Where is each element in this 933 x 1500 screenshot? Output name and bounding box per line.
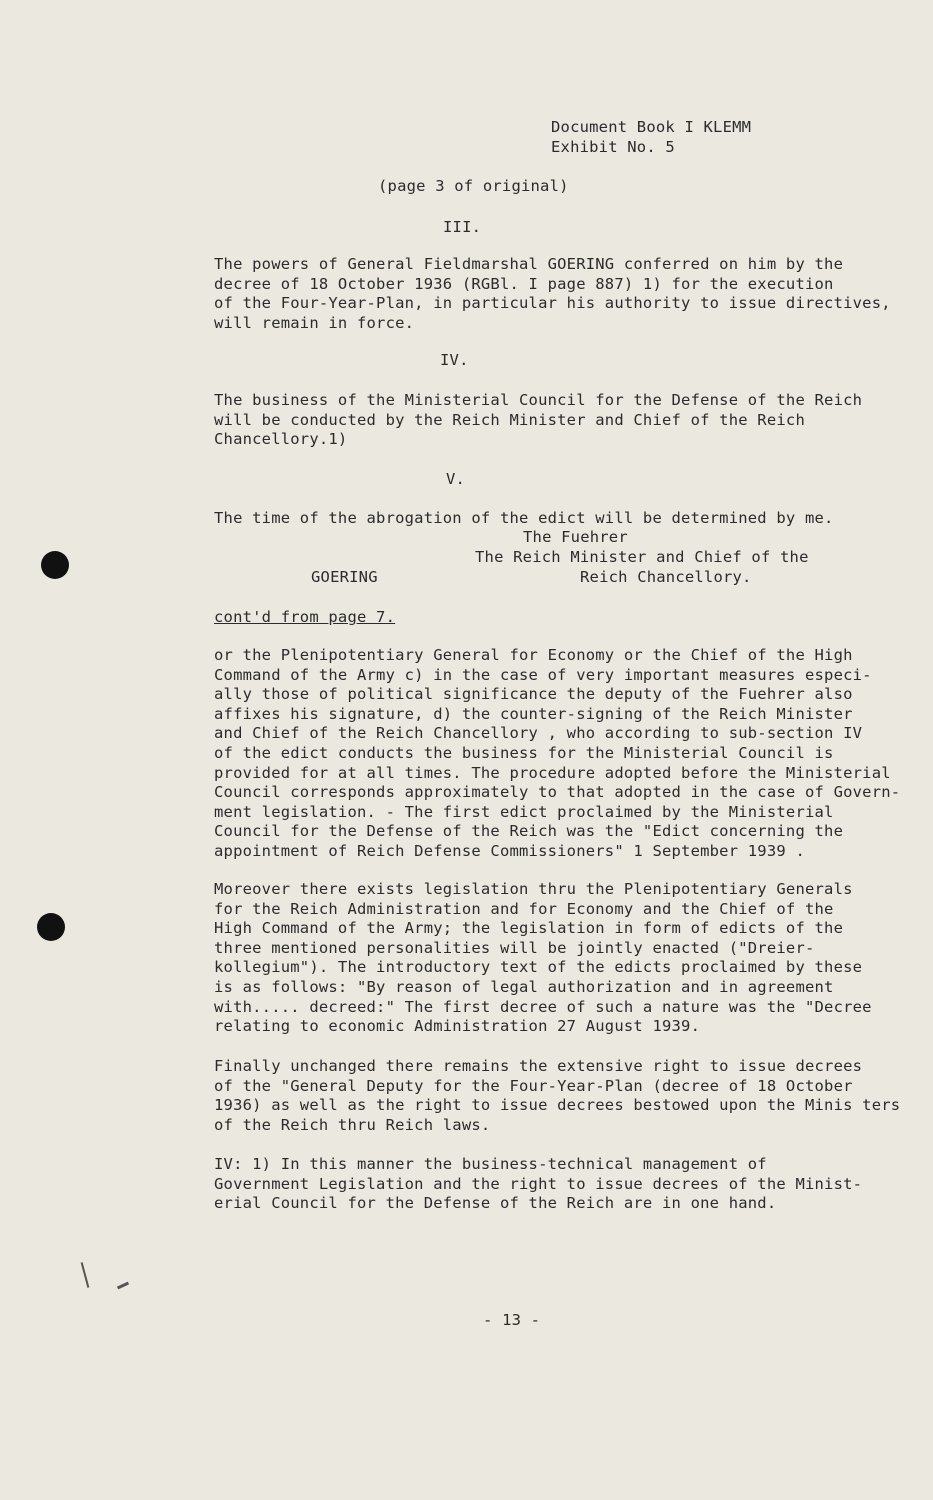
signature-minister-line1: The Reich Minister and Chief of the [475, 548, 809, 566]
text-line: with..... decreed:" The first decree of such a nature was the "Decree [214, 997, 872, 1016]
body-paragraph-4 [214, 1155, 904, 1214]
text-line: relating to economic Administration 27 August 1939. [214, 1017, 701, 1036]
body-paragraph-3 [214, 1057, 904, 1135]
text-line: of the Four-Year-Plan, in particular his authority to issue directives, [214, 294, 891, 313]
text-line: decree of 18 October 1936 (RGBl. I page 887) 1) for the execution [214, 274, 834, 293]
text-line: Command of the Army c) in the case of very important measures especi- [214, 665, 872, 684]
text-line: Finally unchanged there remains the extensive right to issue decrees [214, 1057, 863, 1075]
section-numeral-v: V. [446, 470, 466, 488]
text-line: The business of the Ministerial Council for the Defense of the Reich [214, 391, 863, 409]
text-line: High Command of the Army; the legislation in form of edicts of the [214, 919, 844, 938]
text-line: Government Legislation and the right to issue decrees of the Minist- [214, 1174, 863, 1193]
text-line: The powers of General Fieldmarshal GOERING conferred on him by the [214, 255, 844, 273]
margin-mark [117, 1282, 129, 1290]
section-numeral-iii: III. [443, 218, 482, 236]
document-book-label: Document Book I KLEMM [551, 118, 752, 136]
text-line: of the "General Deputy for the Four-Year-Plan (decree of 18 October [214, 1076, 853, 1095]
section-iii-text [214, 255, 904, 333]
text-line: of the edict conducts the business for the Ministerial Council is [214, 743, 834, 762]
text-line: ally those of political significance the deputy of the Fuehrer also [214, 685, 853, 704]
text-line: 1936) as well as the right to issue decrees bestowed upon the Minis ters [214, 1096, 901, 1115]
text-line: Chancellory.1) [214, 430, 348, 449]
exhibit-label: Exhibit No. 5 [551, 138, 675, 156]
text-line: IV: 1) In this manner the business-technical management of [214, 1155, 767, 1173]
text-line: is as follows: "By reason of legal authorization and in agreement [214, 977, 834, 996]
text-line: will remain in force. [214, 313, 415, 332]
text-line: Council corresponds approximately to that adopted in the case of Govern- [214, 783, 901, 802]
punch-hole-upper [41, 551, 69, 579]
text-line: ment legislation. - The first edict proclaimed by the Ministerial [214, 802, 834, 821]
text-line: three mentioned personalities will be jointly enacted ("Dreier- [214, 938, 815, 957]
text-line: or the Plenipotentiary General for Economy or the Chief of the High [214, 646, 853, 664]
text-line: erial Council for the Defense of the Reich are in one hand. [214, 1194, 777, 1213]
body-paragraph-1 [214, 646, 904, 862]
continued-from-label: cont'd from page 7. [214, 608, 396, 626]
text-line: for the Reich Administration and for Economy and the Chief of the [214, 899, 834, 918]
text-line: and Chief of the Reich Chancellory , who according to sub-section IV [214, 724, 863, 743]
text-line: appointment of Reich Defense Commissioners" 1 September 1939 . [214, 841, 805, 860]
text-line: will be conducted by the Reich Minister and Chief of the Reich [214, 410, 805, 429]
punch-hole-lower [37, 913, 65, 941]
section-iv-text [214, 391, 904, 450]
text-line: kollegium"). The introductory text of the edicts proclaimed by these [214, 958, 863, 977]
body-paragraph-2 [214, 880, 904, 1037]
text-line: Moreover there exists legislation thru the Plenipotentiary Generals [214, 880, 853, 898]
signature-fuehrer: The Fuehrer [523, 528, 628, 546]
margin-mark [81, 1262, 90, 1288]
section-v-text [214, 509, 904, 529]
text-line: of the Reich thru Reich laws. [214, 1115, 491, 1134]
text-line: The time of the abrogation of the edict will be determined by me. [214, 509, 834, 527]
text-line: affixes his signature, d) the counter-signing of the Reich Minister [214, 704, 853, 723]
section-numeral-iv: IV. [440, 351, 469, 369]
text-line: Council for the Defense of the Reich was the "Edict concerning the [214, 822, 844, 841]
signature-goering: GOERING [311, 568, 378, 586]
signature-minister-line2: Reich Chancellory. [580, 568, 752, 586]
page-reference: (page 3 of original) [378, 177, 569, 195]
text-line: provided for at all times. The procedure adopted before the Ministerial [214, 763, 891, 782]
page-number: - 13 - [483, 1311, 541, 1329]
